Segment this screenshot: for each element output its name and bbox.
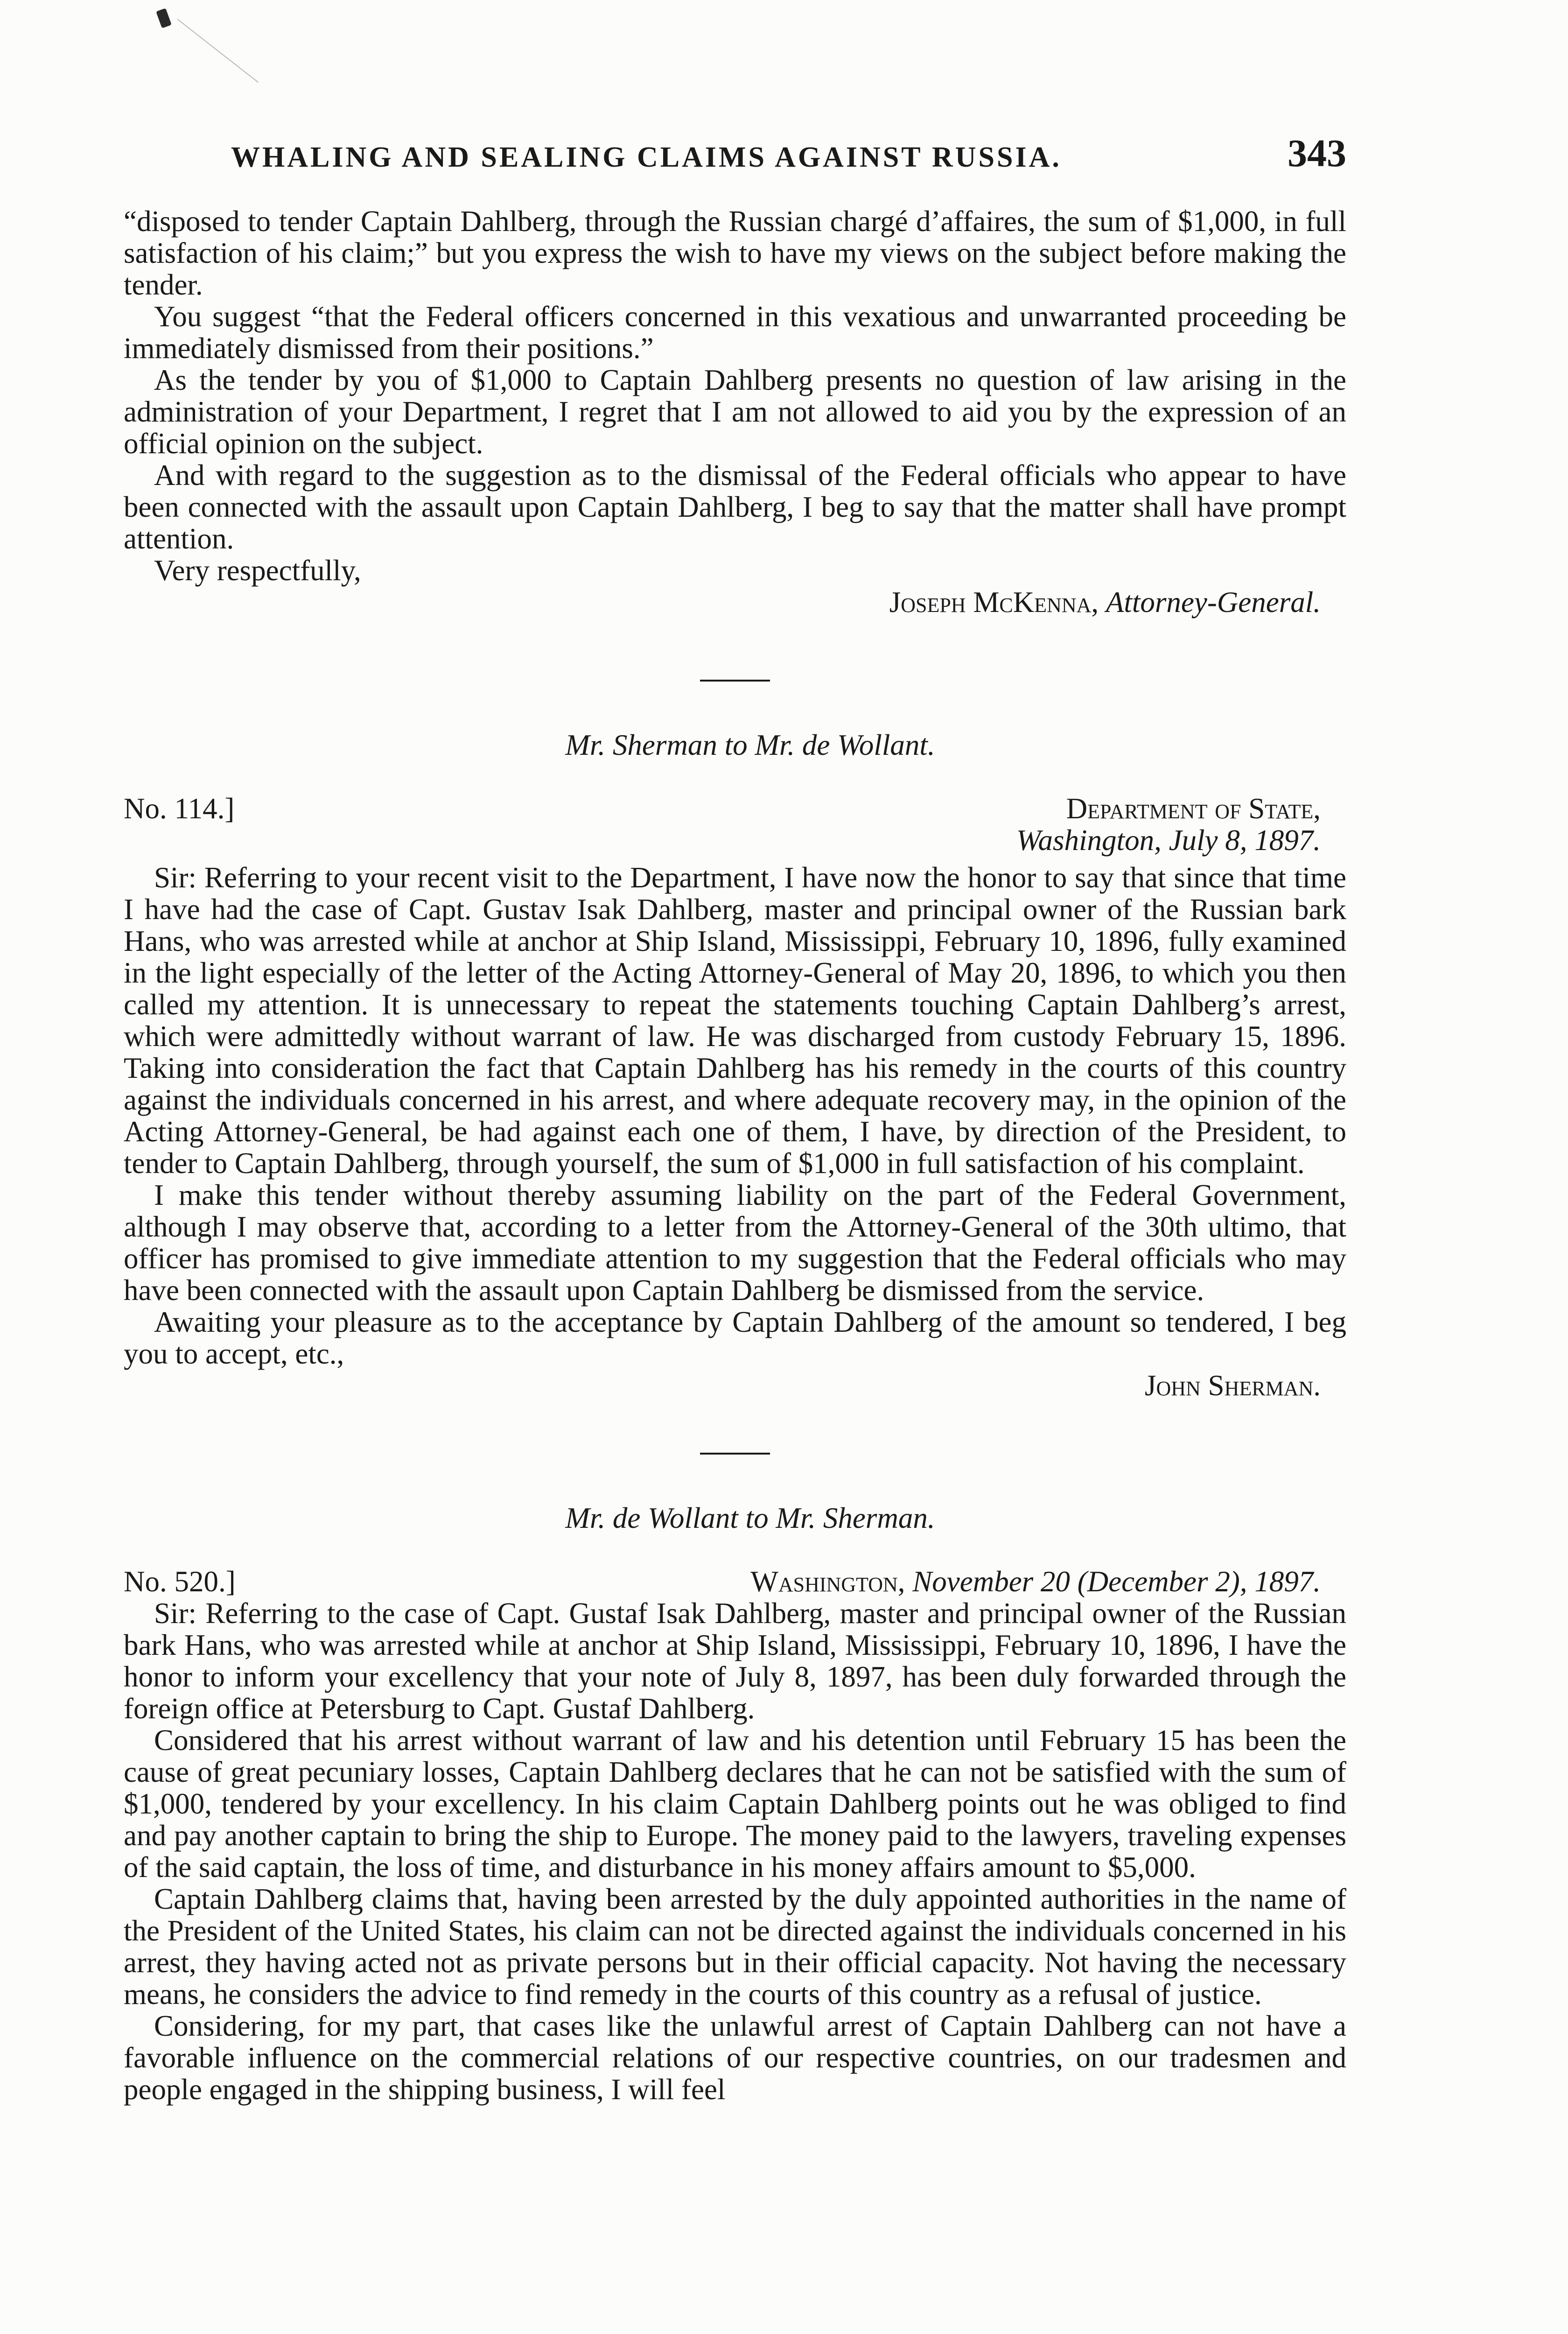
place-date-text: Washington, July 8, 1897.: [1016, 824, 1321, 857]
page-header: [231, 131, 1346, 177]
signature-name: John Sherman.: [1144, 1369, 1321, 1402]
paragraph: “disposed to tender Captain Dahlberg, through the Russian chargé d’affaires, the sum of $1,000, in full satisfaction of his claim;” but you express the wish to have my views on the subject before making the tender.: [124, 205, 1346, 301]
running-title: WHALING AND SEALING CLAIMS AGAINST RUSSIA.: [231, 141, 1062, 173]
signature-mckenna: [124, 586, 1346, 618]
letter-de-wollant: [124, 1502, 1346, 2105]
sender-department: [1066, 793, 1321, 824]
signature-title: Attorney-General.: [1106, 586, 1321, 619]
place-label: Washington,: [750, 1565, 905, 1598]
letter-sherman: [124, 729, 1346, 1401]
paragraph: As the tender by you of $1,000 to Captain Dahlberg presents no question of law arising in the administration of your Department, I regret that I am not allowed to aid you by the expression of an official opinion on the subject.: [124, 364, 1346, 460]
paragraph: Captain Dahlberg claims that, having been arrested by the duly appointed authorities in the name of the President of the United States, his claim can not be directed against the individuals concerned in his arrest, they having acted not as private persons but in their official capacity. Not having the necessary means, he considers the advice to find remedy in the courts of this country as a refusal of justice.: [124, 1883, 1346, 2011]
paragraph: Considering, for my part, that cases like the unlawful arrest of Captain Dahlberg can not have a favorable influence on the commercial relations of our respective countries, on our tradesmen and people engaged in the shipping business, I will feel: [124, 2010, 1346, 2106]
scan-streak: [177, 19, 259, 83]
signature-name: Joseph McKenna,: [889, 586, 1099, 619]
date-text: November 20 (December 2), 1897.: [912, 1565, 1321, 1598]
paragraph: I make this tender without thereby assuming liability on the part of the Federal Government, although I may observe that, according to a letter from the Attorney-General of the 30th ultimo, that officer has promised to give immediate attention to my suggestion that the Federal officials who may have been connected with the assault upon Captain Dahlberg be dismissed from the service.: [124, 1179, 1346, 1307]
letter-heading: Mr. Sherman to Mr. de Wollant.: [565, 729, 935, 761]
place-date: [750, 1566, 1321, 1597]
signature-sherman: [124, 1370, 1346, 1401]
paragraph: Sir: Referring to the case of Capt. Gustaf Isak Dahlberg, master and principal owner of the Russian bark Hans, who was arrested while at anchor at Ship Island, Mississippi, February 10, 1896, I have the honor to inform your excellency that your note of July 8, 1897, has been duly forwarded through the foreign office at Petersburg to Capt. Gustaf Dahlberg.: [124, 1597, 1346, 1725]
paragraph: Awaiting your pleasure as to the acceptance by Captain Dahlberg of the amount so tendered, I beg you to accept, etc.,: [124, 1306, 1346, 1370]
letter-heading: Mr. de Wollant to Mr. Sherman.: [565, 1502, 935, 1534]
dispatch-number: No. 520.]: [124, 1565, 236, 1598]
paragraph: Considered that his arrest without warrant of law and his detention until February 15 has been the cause of great pecuniary losses, Captain Dahlberg declares that he can not be satisfied with the sum of $1,000, tendered by your excellency. In his claim Captain Dahlberg points out he was obliged to find and pay another captain to bring the ship to Europe. The money paid to the lawyers, traveling expenses of the said captain, the loss of time, and disturbance in his money affairs amount to $5,000.: [124, 1724, 1346, 1884]
letter-mckenna: [124, 205, 1346, 618]
page-body: [124, 205, 1346, 2105]
paragraph: You suggest “that the Federal officers concerned in this vexatious and unwarranted proceeding be immediately dismissed from their positions.”: [124, 300, 1346, 365]
page-number: 343: [1288, 132, 1346, 175]
reference-line: [124, 793, 1346, 824]
place-date: [124, 824, 1346, 856]
reference-line: [124, 1566, 1346, 1597]
scan-artifact: [156, 8, 172, 28]
department-label: Department of State,: [1066, 792, 1321, 825]
dispatch-number: No. 114.]: [124, 792, 235, 825]
paragraph: And with regard to the suggestion as to the dismissal of the Federal officials who appear to have been connected with the assault upon Captain Dahlberg, I beg to say that the matter shall have prompt attention.: [124, 459, 1346, 555]
paragraph: Sir: Referring to your recent visit to the Department, I have now the honor to say that since that time I have had the case of Capt. Gustav Isak Dahlberg, master and principal owner of the Russian bark Hans, who was arrested while at anchor at Ship Island, Mississippi, February 10, 1896, fully examined in the light especially of the letter of the Acting Attorney-General of May 20, 1896, to which you then called my attention. It is unnecessary to repeat the statements touching Captain Dahlberg’s arrest, which were admittedly without warrant of law. He was discharged from custody February 15, 1896. Taking into consideration the fact that Captain Dahlberg has his remedy in the courts of this country against the individuals concerned in his arrest, and where adequate recovery may, in the opinion of the Acting Attorney-General, be had against each one of them, I have, by direction of the President, to tender to Captain Dahlberg, through yourself, the sum of $1,000 in full satisfaction of his complaint.: [124, 861, 1346, 1180]
closing-line: Very respectfully,: [154, 554, 361, 587]
